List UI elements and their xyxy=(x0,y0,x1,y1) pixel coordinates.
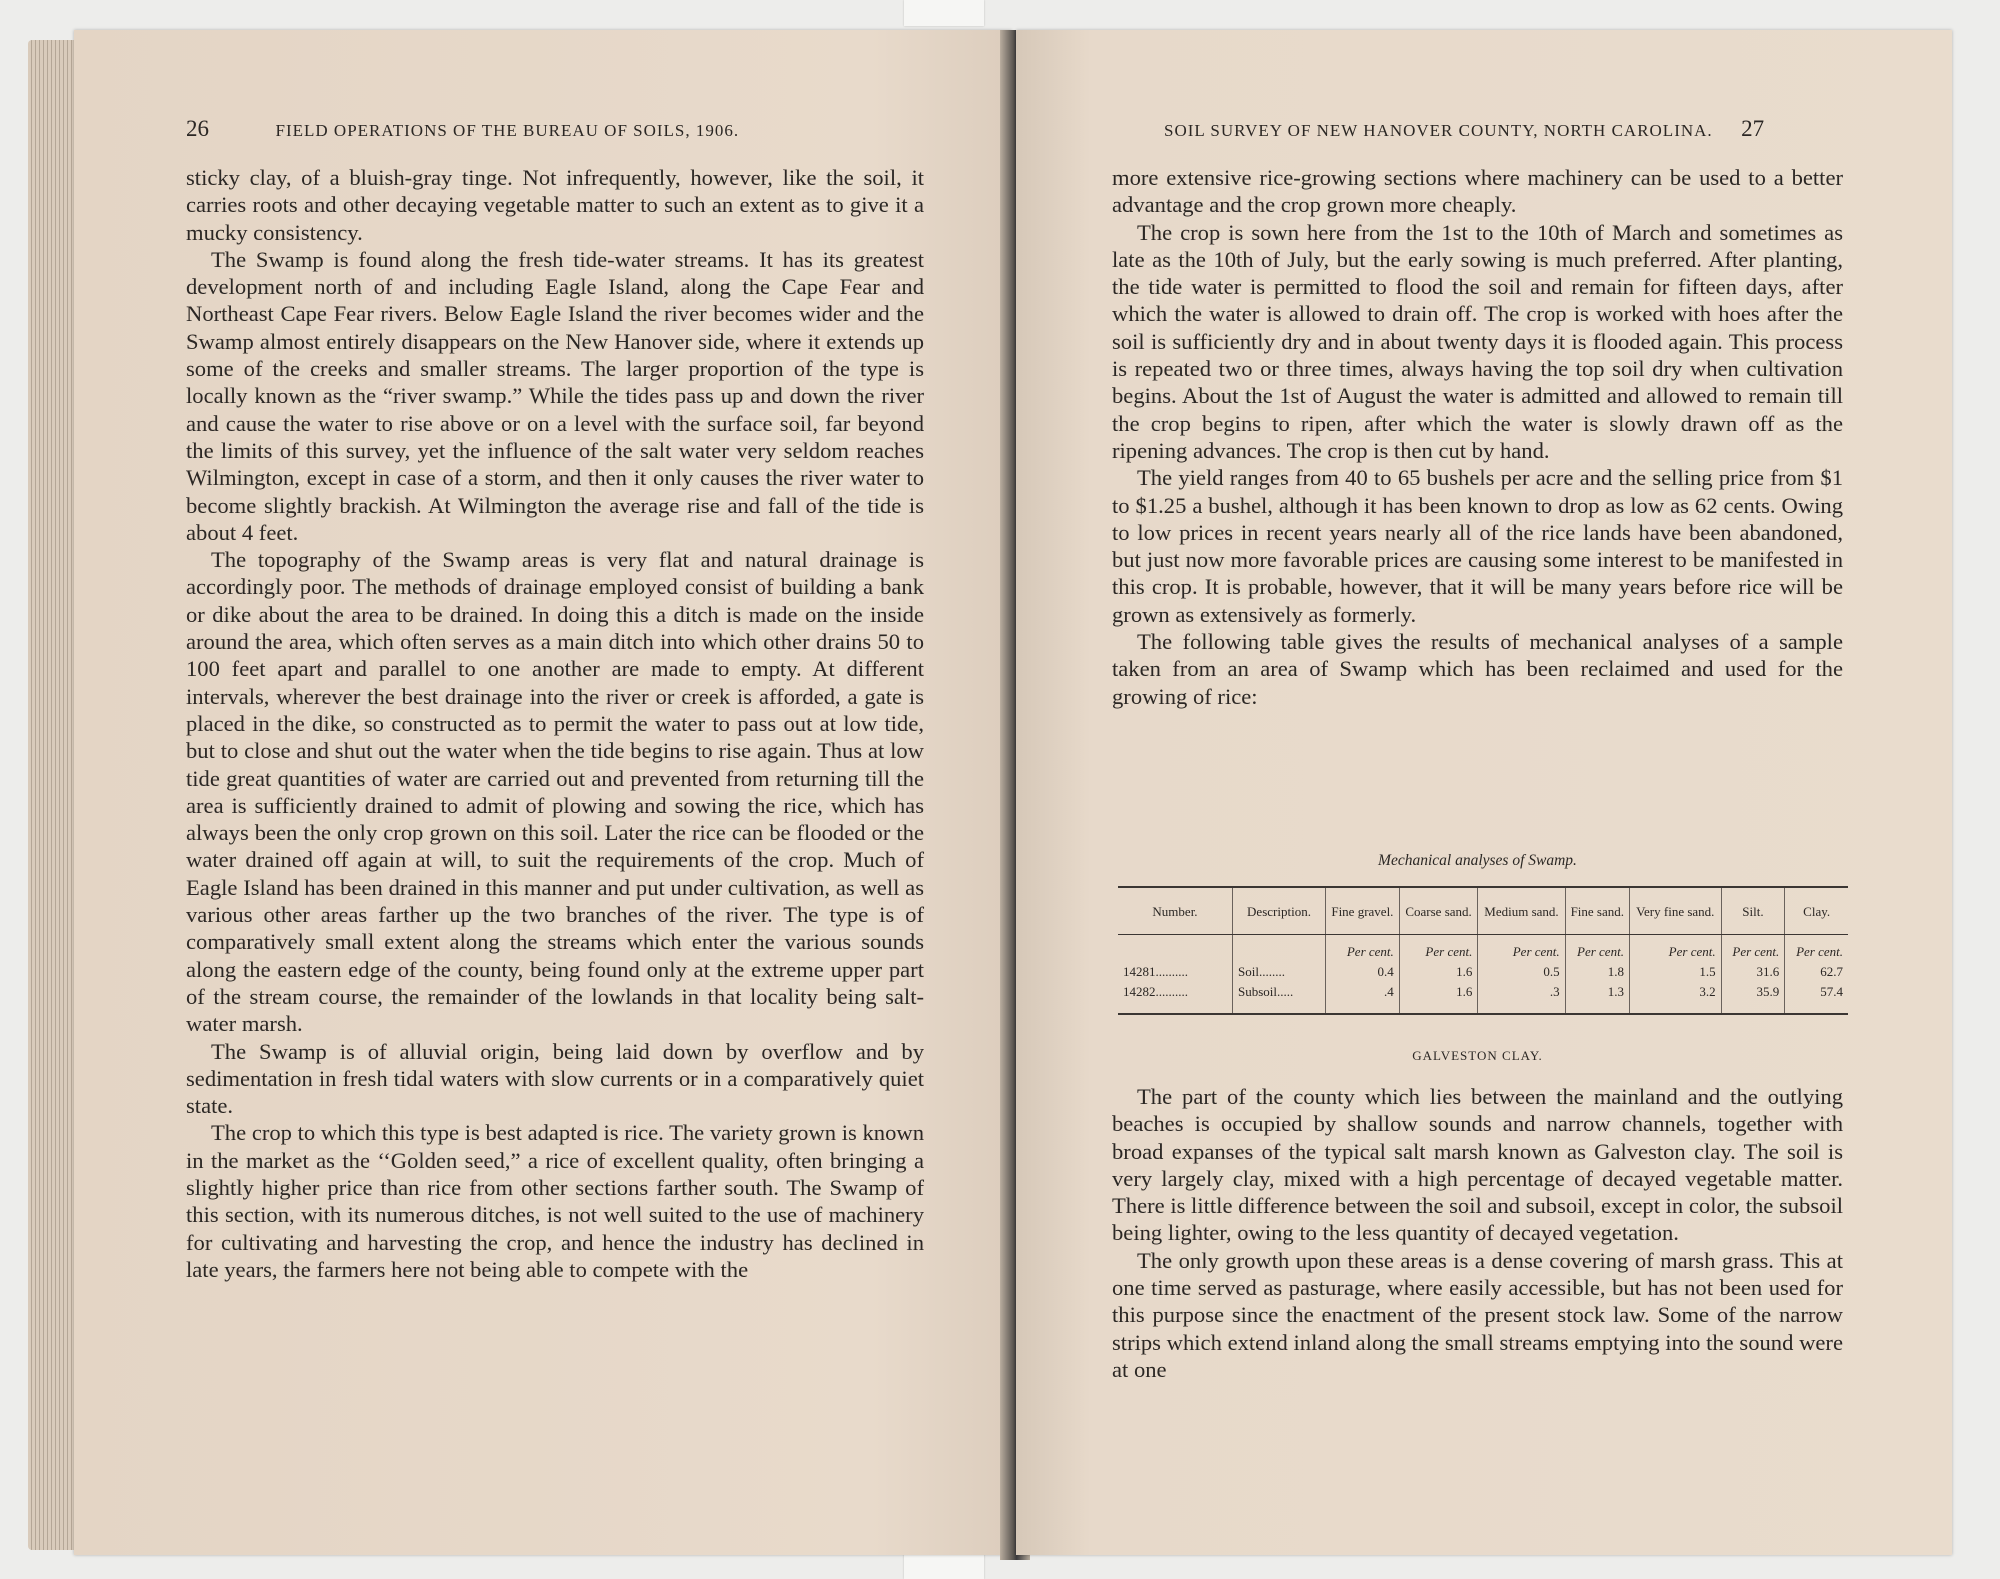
right-running-head xyxy=(1164,116,1764,142)
table-cell: 62.7 xyxy=(1785,962,1848,982)
table-cell: .4 xyxy=(1326,982,1400,1014)
paragraph: The Swamp is found along the fresh tide-water streams. It has its greatest development north of and including Eagle Island, along the Cape Fear and Northeast Cape Fear rivers. Below Eagle Island the river becomes wider and the Swamp almost entirely disappears on the New Hanover side, where it extends up some of the creeks and smaller streams. The larger proportion of the type is locally known as the “river swamp.” While the tides pass up and down the river and cause the water to rise above or on a level with the surface soil, far beyond the limits of this survey, yet the influence of the salt water very seldom reaches Wilmington, except in case of a storm, and then it only causes the river water to become slightly brackish. At Wilmington the average rise and fall of the tide is about 4 feet. xyxy=(186,246,924,545)
table-cell: Per cent. xyxy=(1478,935,1565,963)
binding-clip-top xyxy=(904,0,984,26)
column-header: Very fine sand. xyxy=(1629,887,1721,935)
table-cell: 31.6 xyxy=(1721,962,1785,982)
right-page xyxy=(1016,30,1952,1555)
column-header: Medium sand. xyxy=(1478,887,1565,935)
table-cell: 35.9 xyxy=(1721,982,1785,1014)
table-cell: .3 xyxy=(1478,982,1565,1014)
paragraph: The crop to which this type is best adapted is rice. The variety grown is known in the market as the ‘‘Golden seed,” a rice of excellent quality, often bringing a slightly higher price than rice from other sections farther south. The Swamp of this section, with its numerous ditches, is not well suited to the use of machinery for cultivating and harvesting the crop, and hence the industry has declined in late years, the farmers here not being able to compete with the xyxy=(186,1120,924,1282)
paragraph: sticky clay, of a bluish-gray tinge. Not infrequently, however, like the soil, it carries roots and other decaying vegetable matter to such an extent as to give it a mucky consistency. xyxy=(186,165,924,245)
paragraph: The topography of the Swamp areas is very flat and natural drainage is accordingly poor. The methods of drainage employed consist of building a bank or dike about the area to be drained. In doing this a ditch is made on the inside around the area, which often serves as a main ditch into which other drains 50 to 100 feet apart and parallel to one another are made to empty. At different intervals, wherever the best drainage into the river or creek is afforded, a gate is placed in the dike, so constructed as to permit the water to pass out at low tide, but to close and shut out the water when the tide begins to rise again. Thus at low tide great quantities of water are carried out and prevented from returning till the area is sufficiently drained to admit of plowing and sowing the rice, which has always been the only crop grown on this soil. Later the rice can be flooded or the water drained off again at will, to suit the requirements of the crop. Much of Eagle Island has been drained in this manner and put under cultivation, as well as various other areas farther up the two branches of the river. The type is of comparatively small extent along the streams which enter the various sounds along the eastern edge of the county, being found only at the extreme upper part of the stream course, the remainder of the lowlands in that locality being salt-water marsh. xyxy=(186,547,924,1037)
table-row xyxy=(1118,962,1848,982)
table-header-row xyxy=(1118,887,1848,935)
table-cell: Soil........ xyxy=(1233,962,1326,982)
paragraph: The only growth upon these areas is a dense covering of marsh grass. This at one time served as pasturage, where easily accessible, but has not been used for this purpose since the enactment of the present stock law. Some of the narrow strips which extend inland along the small streams emptying into the sound were at one xyxy=(1112,1247,1843,1382)
table-cell: Per cent. xyxy=(1629,935,1721,963)
table-cell: 3.2 xyxy=(1629,982,1721,1014)
right-body-text-bottom xyxy=(1112,1083,1843,1383)
left-page-number: 26 xyxy=(186,116,209,141)
column-header: Clay. xyxy=(1785,887,1848,935)
right-page-number: 27 xyxy=(1741,116,1765,141)
table-cell: 1.8 xyxy=(1565,962,1629,982)
table-cell xyxy=(1118,935,1233,963)
column-header: Silt. xyxy=(1721,887,1785,935)
table-cell: Per cent. xyxy=(1565,935,1629,963)
table-cell: 1.3 xyxy=(1565,982,1629,1014)
table-cell: 0.4 xyxy=(1326,962,1400,982)
column-header: Fine sand. xyxy=(1565,887,1629,935)
table-cell: 1.6 xyxy=(1399,962,1478,982)
paragraph: The yield ranges from 40 to 65 bushels per acre and the selling price from $1 to $1.25 a bushel, although it has been known to drop as low as 62 cents. Owing to low prices in recent years nearly all of the rice lands have been abandoned, but just now more favorable prices are causing some interest to be manifested in this crop. It is probable, however, that it will be many years before rice will be grown as extensively as formerly. xyxy=(1112,465,1843,627)
left-body-text xyxy=(186,164,924,1283)
binding-clip-bottom xyxy=(904,1552,984,1579)
table-cell: 0.5 xyxy=(1478,962,1565,982)
column-header: Coarse sand. xyxy=(1399,887,1478,935)
left-header-title: FIELD OPERATIONS OF THE BUREAU OF SOILS, 1906. xyxy=(275,121,740,140)
paragraph: The following table gives the results of mechanical analyses of a sample taken from an area of Swamp which has been reclaimed and used for the growing of rice: xyxy=(1112,629,1843,709)
table-cell: 14281.......... xyxy=(1123,964,1188,979)
table-cell xyxy=(1233,935,1326,963)
paragraph: The Swamp is of alluvial origin, being laid down by overflow and by sedimentation in fresh tidal waters with slow currents or in a comparatively quiet state. xyxy=(186,1038,924,1119)
table-cell: 57.4 xyxy=(1785,982,1848,1014)
column-header: Number. xyxy=(1118,887,1233,935)
table-cell: Per cent. xyxy=(1721,935,1785,963)
table-cell: Subsoil..... xyxy=(1233,982,1326,1014)
table-cell: Per cent. xyxy=(1785,935,1848,963)
table-caption: Mechanical analyses of Swamp. xyxy=(1378,852,1577,869)
table-row xyxy=(1118,982,1848,1014)
paragraph: The crop is sown here from the 1st to the 10th of March and sometimes as late as the 10th of July, but the early sowing is much preferred. After planting, the tide water is permitted to flood the soil and remain for fifteen days, after which the water is allowed to drain off. The crop is worked with hoes after the soil is sufficiently dry and in about twenty days it is flooded again. This process is repeated two or three times, always having the top soil dry when cultivation begins. About the 1st of August the water is admitted and allowed to remain till the crop begins to ripen, after which the water is slowly drawn off as the ripening advances. The crop is then cut by hand. xyxy=(1112,219,1843,463)
page-edges xyxy=(28,40,78,1550)
column-header: Description. xyxy=(1233,887,1326,935)
table-cell: 1.6 xyxy=(1399,982,1478,1014)
paragraph: more extensive rice-growing sections where machinery can be used to a better advantage and the crop grown more cheaply. xyxy=(1112,165,1843,218)
paragraph: The part of the county which lies between the mainland and the outlying beaches is occupied by shallow sounds and narrow channels, together with broad expanses of the typical salt marsh known as Galveston clay. The soil is very largely clay, mixed with a high percentage of decayed vegetable matter. There is little difference between the soil and subsoil, except in color, the subsoil being lighter, owing to the less quantity of decayed vegetation. xyxy=(1112,1084,1843,1246)
column-header: Fine gravel. xyxy=(1326,887,1400,935)
units-row xyxy=(1118,935,1848,963)
left-running-head xyxy=(186,116,739,142)
table-cell: 1.5 xyxy=(1629,962,1721,982)
mechanical-analyses-table xyxy=(1118,886,1848,1015)
section-title: GALVESTON CLAY. xyxy=(1412,1048,1543,1063)
right-body-text-top xyxy=(1112,164,1843,710)
right-header-title: SOIL SURVEY OF NEW HANOVER COUNTY, NORTH CAROLINA. xyxy=(1164,121,1713,140)
table-cell: Per cent. xyxy=(1326,935,1400,963)
left-page xyxy=(74,30,1012,1555)
table-cell: 14282.......... xyxy=(1118,982,1233,1014)
table-cell: Per cent. xyxy=(1399,935,1478,963)
